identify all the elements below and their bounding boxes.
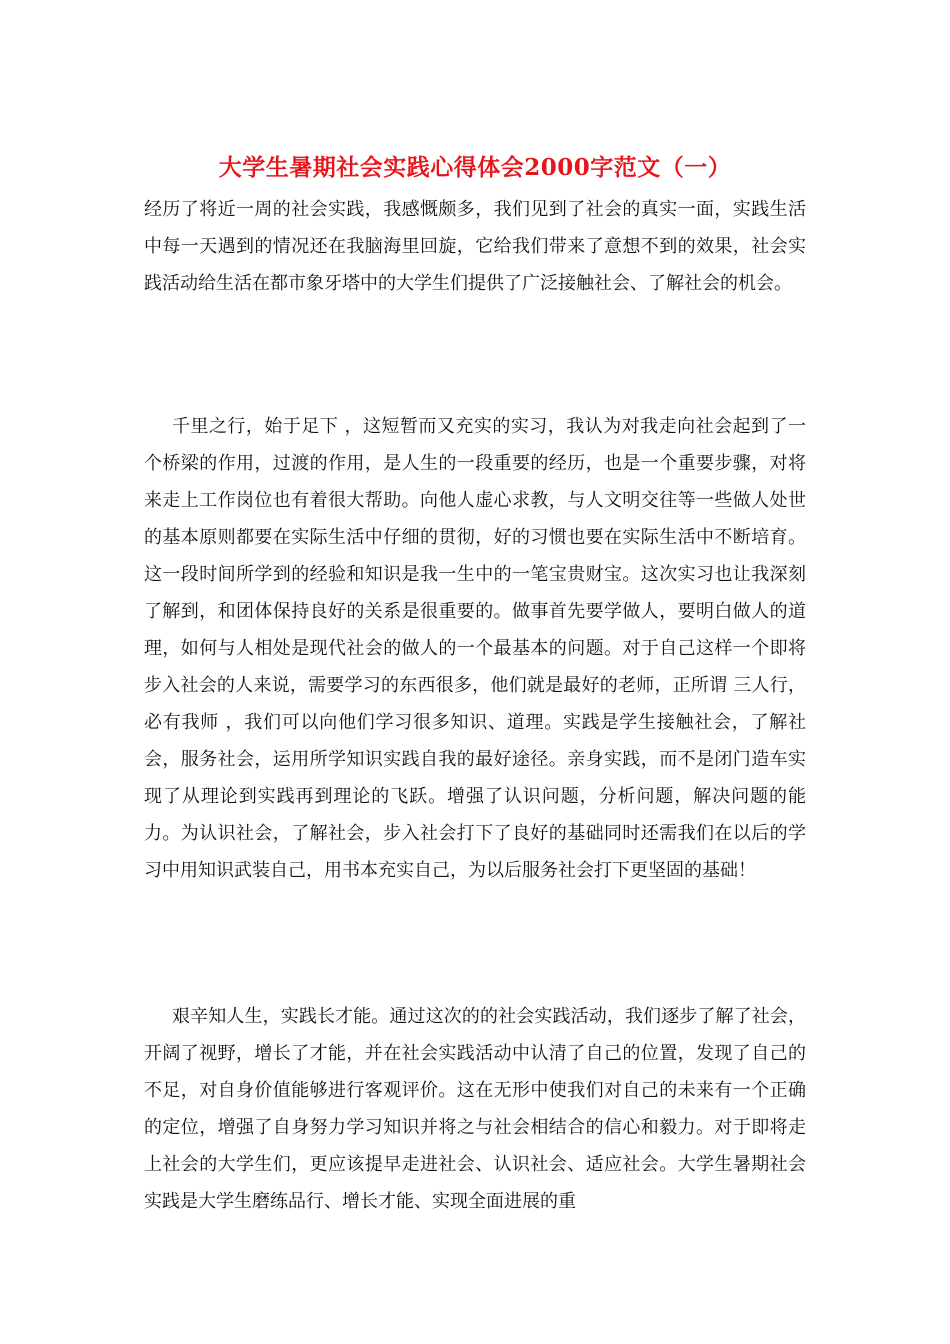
document-title: 大学生暑期社会实践心得体会2000字范文（一） bbox=[218, 154, 732, 181]
paragraph-2: 千里之行，始于足下 ，这短暂而又充实的实习，我认为对我走向社会起到了一个桥梁的作用，过渡的作用，是人生的一段重要的经历，也是一个重要步骤，对将来走上工作岗位也有着很大帮助。向他人虚心求教，与人文明交往等一些做人处世的基本原则都要在实际生活中仔细的贯彻，好的习惯也要在实际生活中不断培育。这一段时间所学到的经验和知识是我一生中的一笔宝贵财宝。这次实习也让我深刻了解到，和团体保持良好的关系是很重要的。做事首先要学做人，要明白做人的道理，如何与人相处是现代社会的做人的一个最基本的问题。对于自己这样一个即将步入社会的人来说，需要学习的东西很多，他们就是最好的老师，正所谓 三人行，必有我师 ，我们可以向他们学习很多知识、道理。实践是学生接触社会，了解社会，服务社会，运用所学知识实践自我的最好途径。亲身实践，而不是闭门造车实现了从理论到实践再到理论的飞跃。增强了认识问题，分析问题，解决问题的能力。为认识社会，了解社会，步入社会打下了良好的基础同时还需我们在以后的学习中用知识武装自己，用书本充实自己，为以后服务社会打下更坚固的基础！ bbox=[144, 416, 806, 881]
paragraph-3: 艰辛知人生，实践长才能。通过这次的的社会实践活动，我们逐步了解了社会，开阔了视野，增长了才能，并在社会实践活动中认清了自己的位置，发现了自己的不足，对自身价值能够进行客观评价。这在无形中使我们对自己的未来有一个正确的定位，增强了自身努力学习知识并将之与社会相结合的信心和毅力。对于即将走上社会的大学生们，更应该提早走进社会、认识社会、适应社会。大学生暑期社会实践是大学生磨练品行、增长才能、实现全面进展的重 bbox=[144, 1006, 806, 1212]
paragraph-1: 经历了将近一周的社会实践，我感慨颇多，我们见到了社会的真实一面，实践生活中每一天遇到的情况还在我脑海里回旋，它给我们带来了意想不到的效果，社会实践活动给生活在都市象牙塔中的大学生们提供了广泛接触社会、了解社会的机会。 bbox=[144, 199, 806, 294]
